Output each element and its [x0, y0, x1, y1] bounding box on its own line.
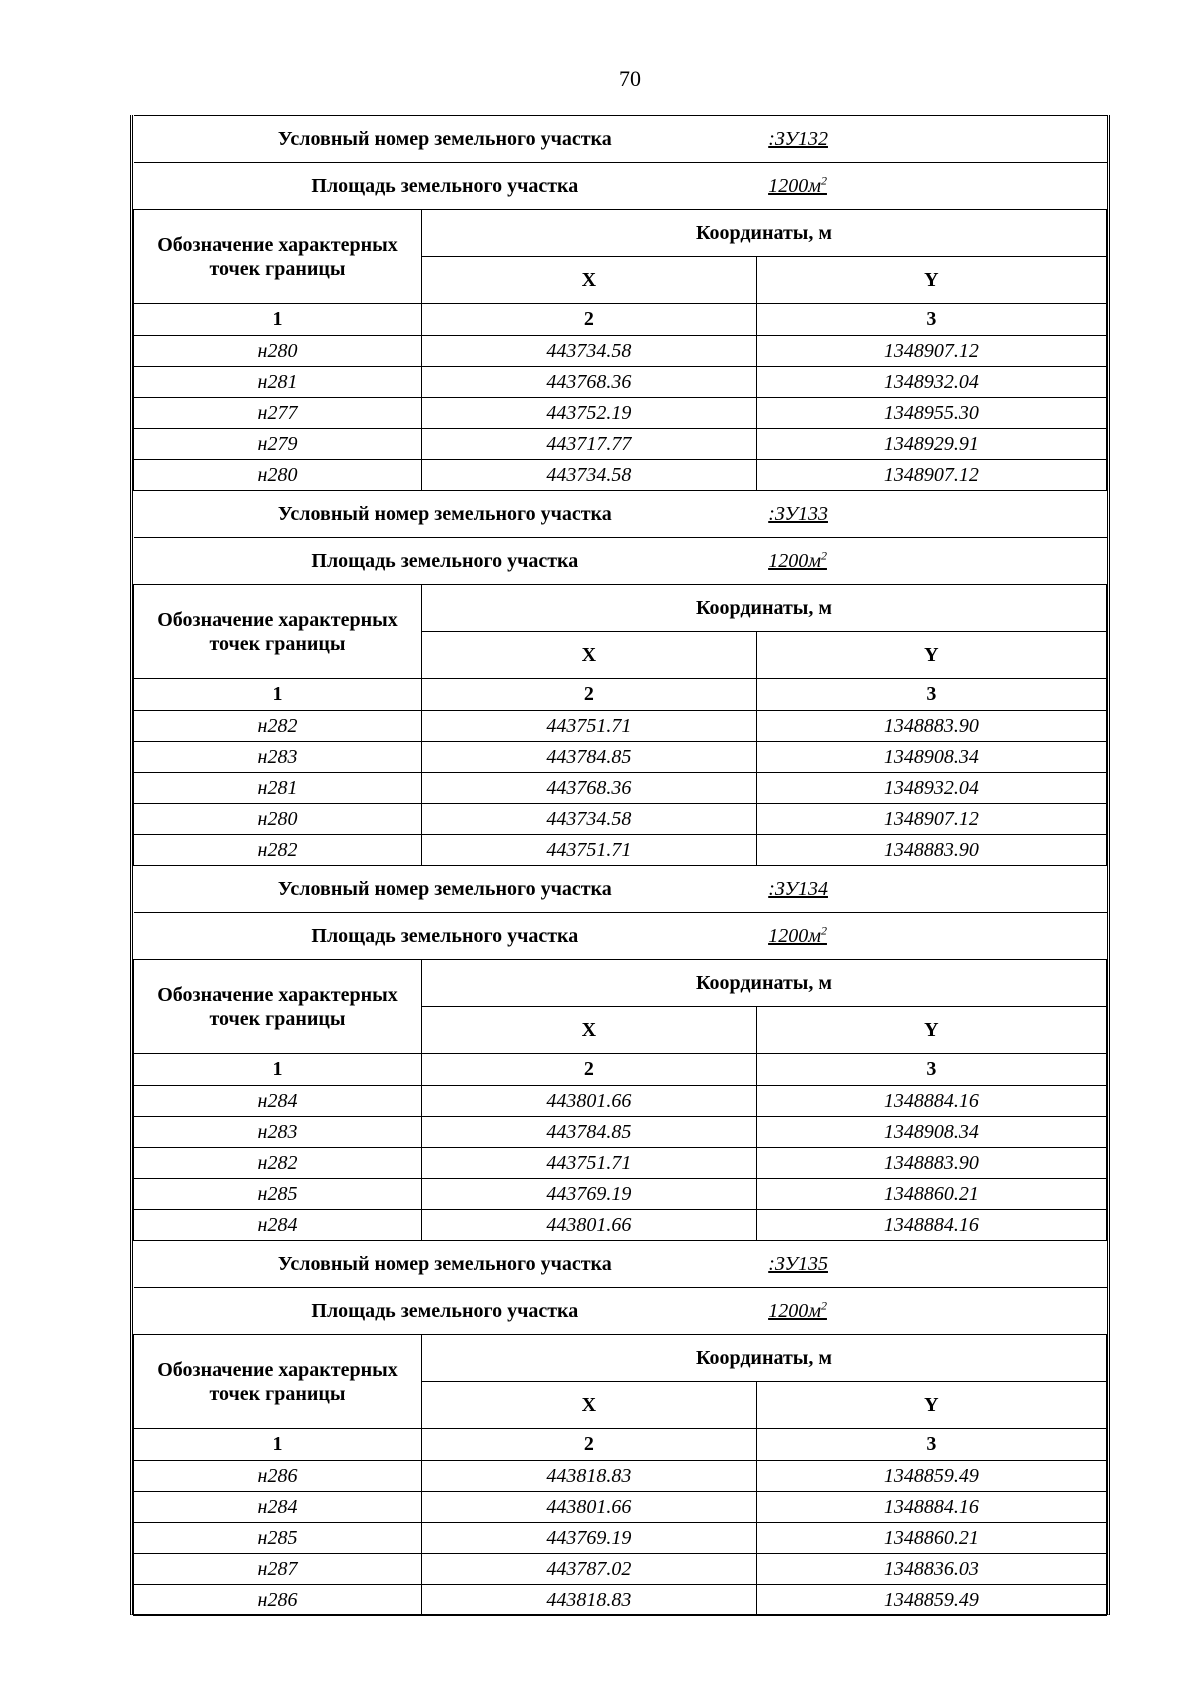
- point-designation: н280: [134, 460, 422, 491]
- parcel-area-value: [756, 1288, 1106, 1335]
- area-unit-superscript: 2: [820, 1297, 827, 1312]
- points-designation-header: Обозначение характерных точек границы: [134, 1335, 422, 1429]
- table-row: [134, 1461, 1107, 1492]
- parcel-area-number: 1200м: [768, 549, 821, 572]
- table-header-row: [134, 1335, 1107, 1382]
- column-number: 1: [134, 304, 422, 336]
- point-designation: н286: [134, 1461, 422, 1492]
- coordinates-document: [130, 115, 1110, 1615]
- parcel-number-text: :ЗУ134: [768, 877, 828, 900]
- parcel-number-text: :ЗУ135: [768, 1252, 828, 1275]
- x-header: X: [422, 1382, 757, 1429]
- x-coordinate: 443751.71: [422, 711, 757, 742]
- y-header: Y: [756, 632, 1106, 679]
- y-header: Y: [756, 1382, 1106, 1429]
- x-coordinate: 443818.83: [422, 1461, 757, 1492]
- area-unit-superscript: 2: [820, 172, 827, 187]
- y-coordinate: 1348884.16: [756, 1210, 1106, 1241]
- page-number: 70: [619, 66, 641, 91]
- coordinates-header: Координаты, м: [422, 960, 1107, 1007]
- coordinates-header: Координаты, м: [422, 585, 1107, 632]
- y-coordinate: 1348929.91: [756, 429, 1106, 460]
- point-designation: н280: [134, 804, 422, 835]
- table-row: [134, 742, 1107, 773]
- y-header: Y: [756, 257, 1106, 304]
- x-coordinate: 443787.02: [422, 1554, 757, 1585]
- parcel-area-row: [134, 913, 1107, 960]
- column-number: 1: [134, 1429, 422, 1461]
- x-coordinate: 443734.58: [422, 460, 757, 491]
- points-designation-header: Обозначение характерных точек границы: [134, 210, 422, 304]
- table-row: [134, 835, 1107, 866]
- table-row: [134, 1117, 1107, 1148]
- parcel-area-label: Площадь земельного участка: [134, 163, 757, 210]
- point-designation: н285: [134, 1179, 422, 1210]
- parcel-number-value: [756, 116, 1106, 163]
- y-coordinate: 1348836.03: [756, 1554, 1106, 1585]
- column-number: 3: [756, 304, 1106, 336]
- table-row: [134, 804, 1107, 835]
- table-header-row: [134, 960, 1107, 1007]
- y-coordinate: 1348908.34: [756, 1117, 1106, 1148]
- column-numbers-row: [134, 1429, 1107, 1461]
- y-coordinate: 1348883.90: [756, 1148, 1106, 1179]
- table-row: [134, 1086, 1107, 1117]
- x-coordinate: 443717.77: [422, 429, 757, 460]
- table-row: [134, 398, 1107, 429]
- y-coordinate: 1348860.21: [756, 1179, 1106, 1210]
- parcel-number-value: [756, 866, 1106, 913]
- parcel-number-label: Условный номер земельного участка: [134, 116, 757, 163]
- x-coordinate: 443769.19: [422, 1179, 757, 1210]
- x-coordinate: 443768.36: [422, 367, 757, 398]
- table-header-row: [134, 210, 1107, 257]
- point-designation: н279: [134, 429, 422, 460]
- parcel-area-value: [756, 538, 1106, 585]
- y-coordinate: 1348860.21: [756, 1523, 1106, 1554]
- x-coordinate: 443751.71: [422, 835, 757, 866]
- point-designation: н284: [134, 1086, 422, 1117]
- x-coordinate: 443768.36: [422, 773, 757, 804]
- parcel-area-number: 1200м: [768, 1299, 821, 1322]
- parcel-area-text: [768, 1297, 827, 1322]
- y-coordinate: 1348932.04: [756, 773, 1106, 804]
- y-coordinate: 1348883.90: [756, 835, 1106, 866]
- x-header: X: [422, 257, 757, 304]
- column-number: 2: [422, 304, 757, 336]
- y-header: Y: [756, 1007, 1106, 1054]
- point-designation: н280: [134, 336, 422, 367]
- x-coordinate: 443751.71: [422, 1148, 757, 1179]
- x-coordinate: 443752.19: [422, 398, 757, 429]
- parcel-number-row: [134, 491, 1107, 538]
- parcel-number-value: [756, 491, 1106, 538]
- column-numbers-row: [134, 679, 1107, 711]
- parcel-number-value: [756, 1241, 1106, 1288]
- column-numbers-row: [134, 1054, 1107, 1086]
- point-designation: н286: [134, 1585, 422, 1616]
- coordinates-header: Координаты, м: [422, 1335, 1107, 1382]
- column-number: 1: [134, 1054, 422, 1086]
- y-coordinate: 1348884.16: [756, 1492, 1106, 1523]
- x-coordinate: 443784.85: [422, 1117, 757, 1148]
- parcel-area-number: 1200м: [768, 924, 821, 947]
- y-coordinate: 1348859.49: [756, 1461, 1106, 1492]
- points-designation-header: Обозначение характерных точек границы: [134, 585, 422, 679]
- parcel-area-text: [768, 922, 827, 947]
- parcel-number-text: :ЗУ133: [768, 502, 828, 525]
- coordinates-header: Координаты, м: [422, 210, 1107, 257]
- y-coordinate: 1348907.12: [756, 804, 1106, 835]
- y-coordinate: 1348859.49: [756, 1585, 1106, 1616]
- table-row: [134, 773, 1107, 804]
- column-numbers-row: [134, 304, 1107, 336]
- parcel-number-label: Условный номер земельного участка: [134, 491, 757, 538]
- table-header-row: [134, 585, 1107, 632]
- area-unit-superscript: 2: [820, 547, 827, 562]
- table-row: [134, 1179, 1107, 1210]
- point-designation: н285: [134, 1523, 422, 1554]
- parcel-number-text: :ЗУ132: [768, 127, 828, 150]
- x-header: X: [422, 1007, 757, 1054]
- parcel-number-row: [134, 116, 1107, 163]
- parcel-area-label: Площадь земельного участка: [134, 913, 757, 960]
- parcel-number-row: [134, 866, 1107, 913]
- point-designation: н283: [134, 742, 422, 773]
- x-header: X: [422, 632, 757, 679]
- table-row: [134, 711, 1107, 742]
- point-designation: н282: [134, 835, 422, 866]
- point-designation: н284: [134, 1492, 422, 1523]
- x-coordinate: 443769.19: [422, 1523, 757, 1554]
- y-coordinate: 1348883.90: [756, 711, 1106, 742]
- parcel-area-row: [134, 163, 1107, 210]
- points-designation-header: Обозначение характерных точек границы: [134, 960, 422, 1054]
- point-designation: н281: [134, 773, 422, 804]
- parcel-area-label: Площадь земельного участка: [134, 1288, 757, 1335]
- parcel-number-row: [134, 1241, 1107, 1288]
- parcel-number-label: Условный номер земельного участка: [134, 1241, 757, 1288]
- column-number: 3: [756, 1054, 1106, 1086]
- x-coordinate: 443801.66: [422, 1492, 757, 1523]
- table-row: [134, 336, 1107, 367]
- point-designation: н282: [134, 1148, 422, 1179]
- table-row: [134, 367, 1107, 398]
- y-coordinate: 1348955.30: [756, 398, 1106, 429]
- column-number: 3: [756, 679, 1106, 711]
- parcel-area-text: [768, 547, 827, 572]
- table-row: [134, 429, 1107, 460]
- column-number: 3: [756, 1429, 1106, 1461]
- parcel-area-row: [134, 538, 1107, 585]
- parcel-area-text: [768, 172, 827, 197]
- area-unit-superscript: 2: [820, 922, 827, 937]
- column-number: 2: [422, 679, 757, 711]
- x-coordinate: 443801.66: [422, 1210, 757, 1241]
- column-number: 2: [422, 1054, 757, 1086]
- parcel-area-number: 1200м: [768, 174, 821, 197]
- table-row: [134, 1148, 1107, 1179]
- table-row: [134, 460, 1107, 491]
- column-number: 1: [134, 679, 422, 711]
- parcel-number-label: Условный номер земельного участка: [134, 866, 757, 913]
- point-designation: н283: [134, 1117, 422, 1148]
- y-coordinate: 1348908.34: [756, 742, 1106, 773]
- parcel-area-label: Площадь земельного участка: [134, 538, 757, 585]
- y-coordinate: 1348932.04: [756, 367, 1106, 398]
- parcels-table: [133, 115, 1107, 1616]
- table-row: [134, 1554, 1107, 1585]
- x-coordinate: 443784.85: [422, 742, 757, 773]
- table-row: [134, 1210, 1107, 1241]
- table-row: [134, 1492, 1107, 1523]
- parcel-area-value: [756, 163, 1106, 210]
- x-coordinate: 443801.66: [422, 1086, 757, 1117]
- table-row: [134, 1585, 1107, 1616]
- x-coordinate: 443734.58: [422, 336, 757, 367]
- y-coordinate: 1348884.16: [756, 1086, 1106, 1117]
- point-designation: н284: [134, 1210, 422, 1241]
- y-coordinate: 1348907.12: [756, 336, 1106, 367]
- point-designation: н282: [134, 711, 422, 742]
- point-designation: н277: [134, 398, 422, 429]
- parcels-table-body: [134, 116, 1107, 1616]
- point-designation: н287: [134, 1554, 422, 1585]
- x-coordinate: 443818.83: [422, 1585, 757, 1616]
- table-row: [134, 1523, 1107, 1554]
- column-number: 2: [422, 1429, 757, 1461]
- x-coordinate: 443734.58: [422, 804, 757, 835]
- y-coordinate: 1348907.12: [756, 460, 1106, 491]
- point-designation: н281: [134, 367, 422, 398]
- parcel-area-value: [756, 913, 1106, 960]
- parcel-area-row: [134, 1288, 1107, 1335]
